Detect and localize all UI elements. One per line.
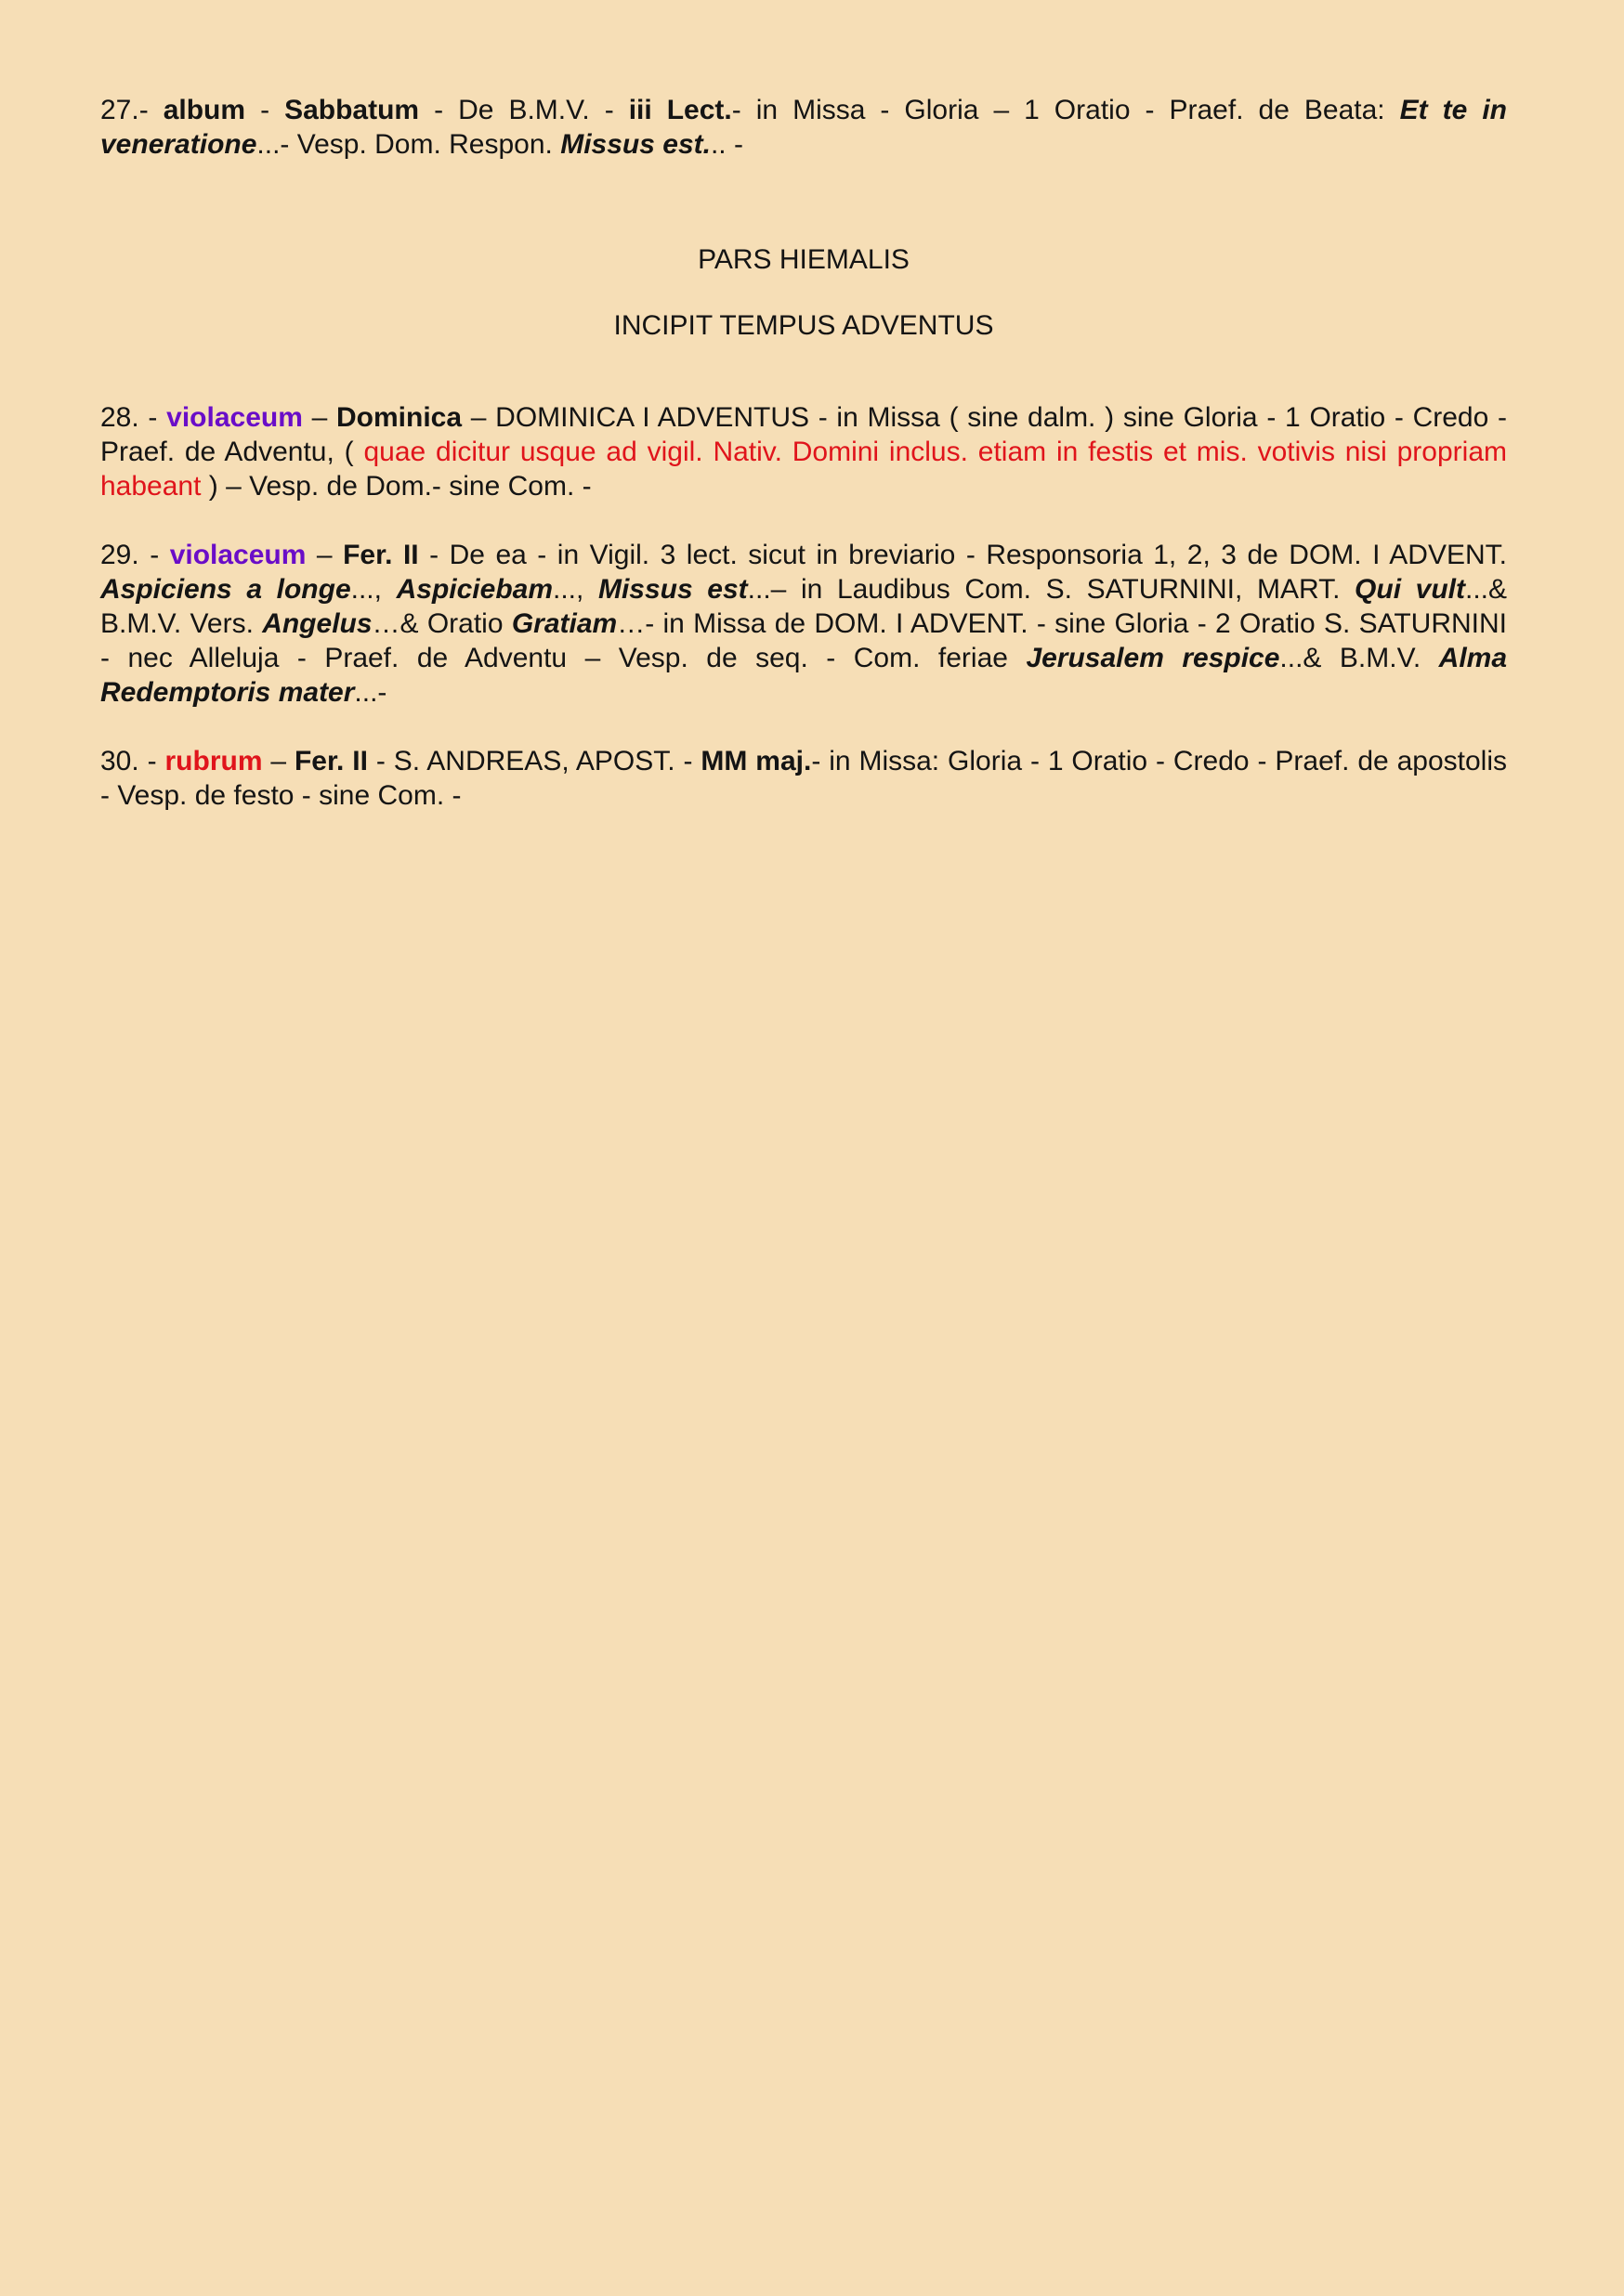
- incipit-missus-est: Missus est: [597, 574, 748, 605]
- heading-pars-hiemalis: PARS HIEMALIS: [698, 244, 910, 275]
- liturgical-color-violaceum: violaceum: [169, 540, 307, 570]
- incipit-aspiciebam: Aspiciebam: [396, 574, 554, 605]
- incipit-alma-redemptoris-mater: Alma Redemptoris mater: [100, 643, 1508, 708]
- entry-28-number: 28. -: [100, 402, 167, 433]
- entry-30-number: 30. -: [100, 746, 165, 776]
- entry-29-number: 29. -: [100, 540, 170, 570]
- incipit-jerusalem-respice: Jerusalem respice: [1026, 643, 1280, 673]
- liturgical-color-violaceum: violaceum: [166, 402, 303, 433]
- incipit-gratiam: Gratiam: [511, 608, 618, 639]
- incipit-missus-est: Missus est.: [560, 129, 711, 160]
- heading-incipit-tempus-adventus: INCIPIT TEMPUS ADVENTUS: [613, 310, 994, 341]
- incipit-aspiciens-a-longe: Aspiciens a longe: [100, 574, 351, 605]
- incipit-angelus: Angelus: [262, 608, 373, 639]
- entry-29: 29. - violaceum – Fer. II - De ea - in Vigil. 3 lect. sicut in breviario - Responsoria 1, 2, 3 de DOM. I ADVENT. Aspiciens a longe..., Aspiciebam..., Missus est...– in Laudibus Com. S. SATURNINI, MART. Qui vult...& B.M.V. Vers. Angelus…& Oratio Gratiam…- in Missa de DOM. I ADVENT. - sine Gloria - 2 Oratio S. SATURNINI - nec Alleluja - Praef. de Adventu – Vesp. de seq. - Com. feriae Jerusalem respice...& B.M.V. Alma Redemptoris mater...-: [100, 540, 1508, 708]
- incipit-et-te-in-veneratione: Et te in veneratione: [100, 95, 1507, 160]
- entry-27: 27.- album - Sabbatum - De B.M.V. - iii Lect.- in Missa - Gloria – 1 Oratio - Praef. de Beata: Et te in veneratione...- Vesp. Dom. Respon. Missus est... -: [100, 95, 1507, 160]
- entry-30: 30. - rubrum – Fer. II - S. ANDREAS, APOST. - MM maj.- in Missa: Gloria - 1 Oratio - Credo - Praef. de apostolis - Vesp. de festo - sine Com. -: [100, 746, 1507, 811]
- entry-28-rubric-note: quae dicitur usque ad vigil. Nativ. Domini inclus. etiam in festis et mis. votivis nisi propriam habeant: [100, 437, 1507, 502]
- entry-28-day: Dominica: [336, 402, 463, 433]
- entry-29-day: Fer. II: [343, 540, 419, 570]
- entry-27-day: Sabbatum: [284, 95, 420, 125]
- incipit-qui-vult: Qui vult: [1355, 574, 1465, 605]
- entry-30-day: Fer. II: [294, 746, 368, 776]
- entry-27-number: 27.-: [100, 95, 164, 125]
- entry-30-rank: MM maj.: [701, 746, 812, 776]
- entry-27-lectiones: iii Lect.: [628, 95, 732, 125]
- liturgical-color-album: album: [163, 95, 246, 125]
- entry-28: 28. - violaceum – Dominica – DOMINICA I ADVENTUS - in Missa ( sine dalm. ) sine Gloria - 1 Oratio - Credo - Praef. de Adventu, ( quae dicitur usque ad vigil. Nativ. Domini inclus. etiam in festis et mis. votivis nisi propriam habeant ) – Vesp. de Dom.- sine Com. -: [100, 402, 1507, 502]
- liturgical-color-rubrum: rubrum: [164, 746, 263, 776]
